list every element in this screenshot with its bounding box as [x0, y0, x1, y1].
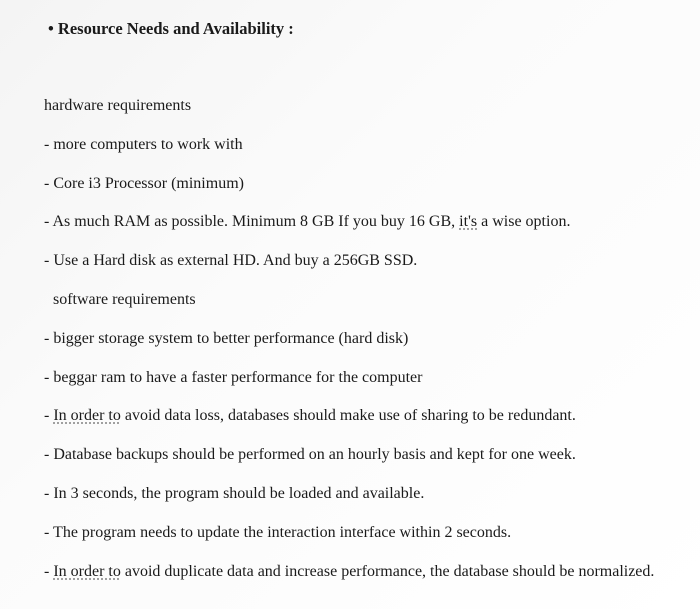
text-line — [44, 330, 408, 348]
text-line — [44, 369, 422, 387]
line-text: avoid duplicate data and increase performance, the database should be normalized. — [120, 563, 655, 580]
text-line — [53, 291, 196, 309]
text-line — [44, 136, 243, 154]
line-text: - — [44, 407, 54, 424]
line-text: software requirements — [53, 291, 196, 308]
section-heading — [48, 19, 294, 39]
line-text: - As much RAM as possible. Minimum 8 GB If you buy 16 GB, — [44, 213, 460, 230]
line-text: - — [44, 563, 54, 580]
text-line — [44, 446, 576, 464]
bullet-icon: • — [48, 19, 54, 38]
spellcheck-underlined-text: In order to — [53, 563, 121, 580]
text-line — [44, 213, 570, 231]
line-text: a wise option. — [477, 213, 571, 230]
text-line — [44, 524, 511, 542]
text-line — [44, 175, 244, 193]
text-line — [44, 97, 191, 115]
line-text: - Database backups should be performed on an hourly basis and kept for one week. — [44, 446, 576, 463]
line-text: - In 3 seconds, the program should be loaded and available. — [44, 485, 425, 502]
line-text: avoid data loss, databases should make use of sharing to be redundant. — [120, 407, 576, 424]
text-line — [44, 563, 654, 581]
line-text: hardware requirements — [44, 97, 192, 114]
line-text: - The program needs to update the interaction interface within 2 seconds. — [44, 524, 512, 541]
spellcheck-underlined-text: In order to — [53, 407, 121, 424]
text-line — [44, 485, 424, 503]
line-text: - more computers to work with — [44, 136, 243, 153]
line-text: - Core i3 Processor (minimum) — [44, 175, 244, 192]
line-text: - Use a Hard disk as external HD. And buy a 256GB SSD. — [44, 252, 418, 269]
spellcheck-underlined-text: it's — [459, 213, 478, 230]
text-line — [44, 407, 576, 425]
line-text: - bigger storage system to better performance (hard disk) — [44, 330, 409, 347]
text-line — [44, 252, 417, 270]
heading-text: Resource Needs and Availability : — [57, 19, 294, 38]
line-text: - beggar ram to have a faster performance for the computer — [44, 369, 423, 386]
